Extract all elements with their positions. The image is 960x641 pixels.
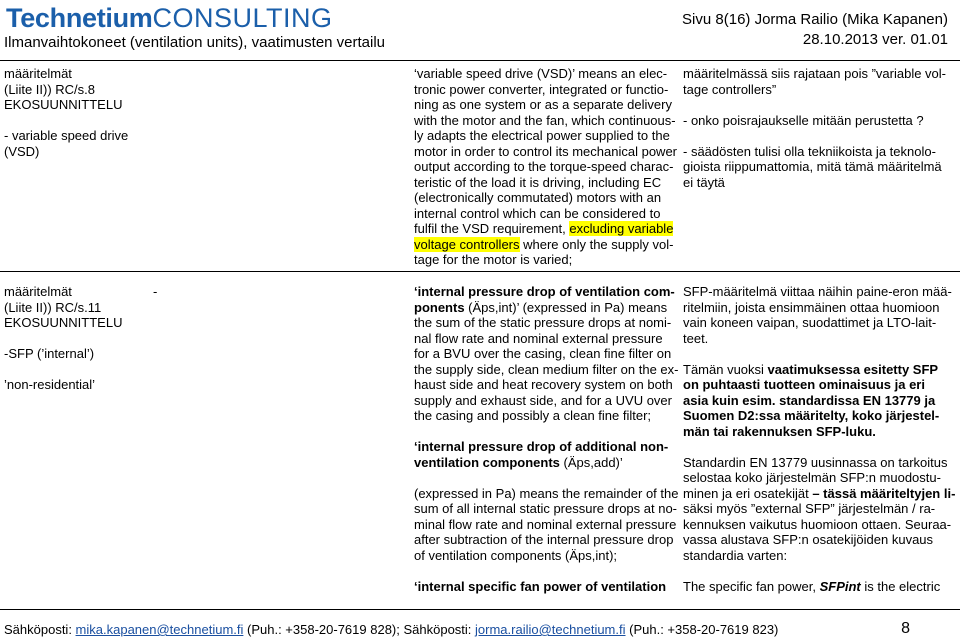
ref-line: määritelmät [4, 284, 72, 299]
def-line: of ventilation components (Äps,int); [414, 547, 618, 563]
comment-text: minen ja eri osatekijät [683, 485, 813, 501]
ref-line: (Liite II)) RC/s.8 [4, 81, 96, 97]
row1-comment [683, 66, 958, 190]
row-divider [0, 271, 960, 272]
comment-spacer [683, 439, 958, 455]
ref-spacer [4, 113, 149, 129]
def-line: minal flow rate and nominal external pressure [414, 516, 677, 532]
comment-line: män tai rakennuksen SFP-luku. [683, 423, 876, 439]
comment-line: kennuksen vaikutus huomioon ottaen. Seuraa- [683, 516, 952, 532]
def-term-line: ‘internal specific fan power of ventilation [414, 578, 667, 594]
footer-text: (Puh.: +358-20-7619 823) [625, 622, 779, 637]
def-spacer [414, 563, 679, 579]
highlighted-text: voltage controllers [414, 236, 520, 252]
def-line: internal control which can be considered to [414, 205, 661, 221]
ref-spacer [4, 362, 149, 378]
comment-line: SFP-määritelmä viittaa näihin paine-eron mää- [683, 284, 952, 299]
row1-definition [414, 66, 679, 268]
header-divider [0, 60, 960, 61]
footer-contact [4, 622, 778, 637]
def-spacer [414, 424, 679, 440]
comment-line: ei täytä [683, 174, 725, 190]
page-info [682, 10, 948, 50]
comment-spacer [683, 97, 958, 113]
comment-line: - säädösten tulisi olla tekniikoista ja teknolo- [683, 143, 936, 159]
def-line: sum of all internal static pressure drops at no- [414, 501, 678, 516]
def-line: after subtraction of the internal pressure drop [414, 532, 674, 547]
ref-line: EKOSUUNNITTELU [4, 315, 123, 330]
def-line [414, 221, 679, 237]
comment-line: vain koneen vaipan, suodattimet ja LTO-lait- [683, 315, 937, 330]
comment-line [683, 486, 958, 502]
def-spacer [414, 470, 679, 486]
comment-spacer [683, 128, 958, 144]
def-line [414, 455, 679, 471]
row2-definition [414, 284, 679, 594]
ref-spacer [4, 331, 149, 347]
def-line: with the motor and the fan, which continuous- [414, 112, 676, 128]
comment-bold: vaatimuksessa esitetty SFP [767, 361, 939, 377]
row2-reference [4, 284, 149, 393]
comment-line: gioista riippumattomia, mitä tämä määritelmä [683, 159, 942, 174]
email-link-kapanen[interactable]: mika.kapanen@technetium.fi [75, 622, 244, 637]
def-term-line: ‘internal pressure drop of ventilation com- [414, 284, 675, 299]
footer-text: (Puh.: +358-20-7619 828); Sähköposti: [243, 622, 476, 637]
comment-text: The specific fan power, [683, 578, 820, 594]
def-text: fulfil the VSD requirement, [414, 221, 566, 236]
page-number: 8 [901, 620, 910, 637]
comment-line: standardia varten: [683, 547, 788, 563]
def-line: supply and exhaust side, and for a UVU over [414, 392, 672, 408]
footer-divider [0, 609, 960, 610]
email-link-railio[interactable]: jorma.railio@technetium.fi [475, 622, 626, 637]
company-logo [6, 4, 333, 32]
row2-dash: - [153, 284, 158, 299]
logo-sub-text: CONSULTING [152, 3, 333, 33]
comment-spacer [683, 346, 958, 362]
comment-line [683, 579, 958, 595]
def-line: haust side and heat recovery system on both [414, 377, 673, 392]
ref-line: (Liite II)) RC/s.11 [4, 299, 102, 315]
comment-line [683, 362, 958, 378]
def-line: tage for the motor is varied; [414, 252, 573, 267]
page-date-line: 28.10.2013 ver. 01.01 [802, 31, 948, 48]
comment-line: tage controllers” [683, 81, 777, 97]
def-line [414, 300, 679, 316]
ref-line: (VSD) [4, 143, 40, 159]
comment-text: is the electric [860, 578, 941, 594]
def-line: ‘variable speed drive (VSD)’ means an elec- [414, 66, 668, 81]
logo-main-text: Technetium [6, 3, 153, 33]
def-text: (Äps,add)’ [559, 454, 623, 470]
def-line [414, 237, 679, 253]
def-term-line: ‘internal pressure drop of additional non- [414, 439, 669, 454]
ref-line: - variable speed drive [4, 128, 129, 143]
comment-line: vassa alustava SFP:n osatekijöiden kuvaus [683, 532, 934, 547]
def-line: tronic power converter, integrated or functio- [414, 81, 669, 97]
def-term: ventilation components [414, 454, 560, 470]
def-line: for a BVU over the casing, clean fine filter on [414, 346, 672, 361]
def-line: ning as one system or as a separate delivery [414, 97, 672, 112]
def-text: where only the supply vol- [519, 236, 674, 252]
def-line: (expressed in Pa) means the remainder of the [414, 485, 679, 501]
def-line: motor in order to control its mechanical power [414, 143, 678, 159]
def-line: output according to the torque-speed charac- [414, 159, 674, 174]
page-author-line: Sivu 8(16) Jorma Railio (Mika Kapanen) [682, 11, 948, 28]
comment-bold-italic: SFPint [819, 578, 861, 594]
def-line: (electronically commutated) motors with an [414, 190, 662, 205]
highlighted-text: excluding variable [569, 221, 674, 236]
comment-line: säksi myös ”external SFP” järjestelmän / ra- [683, 501, 936, 516]
def-line: teristic of the load it is driving, including EC [414, 174, 662, 190]
ref-line: määritelmät [4, 66, 72, 81]
comment-line: asia kuin esim. standardissa EN 13779 ja [683, 392, 936, 408]
comment-line: määritelmässä siis rajataan pois ”variable vol- [683, 66, 946, 81]
comment-line: on puhtaasti tuotteen ominaisuus ja eri [683, 377, 925, 392]
comment-line: Suomen D2:ssa määritelty, koko järjestel- [683, 408, 940, 423]
ref-line: -SFP (’internal’) [4, 346, 95, 361]
comment-text: Tämän vuoksi [683, 361, 768, 377]
def-line: ly adapts the electrical power supplied to the [414, 128, 670, 143]
comment-line: selostaa koko järjestelmän SFP:n muodostu- [683, 470, 941, 485]
footer-label: Sähköposti: [4, 622, 76, 637]
comment-line: teet. [683, 330, 709, 346]
ref-line: ’non-residential’ [4, 377, 96, 392]
def-term: ponents [414, 299, 465, 315]
comment-line: ritelmiin, joista ensimmäinen ottaa huomioon [683, 299, 940, 315]
def-line: the casing and possibly a clean fine filter; [414, 408, 652, 423]
comment-bold: – tässä määriteltyjen li- [812, 485, 956, 501]
row1-reference [4, 66, 149, 159]
def-line: nal flow rate and nominal external pressure [414, 330, 663, 346]
comment-line: - onko poisrajaukselle mitään perustetta ? [683, 112, 924, 128]
document-subtitle: Ilmanvaihtokoneet (ventilation units), vaatimusten vertailu [4, 34, 386, 51]
def-line: the supply side, clean medium filter on the ex- [414, 361, 679, 377]
ref-line: EKOSUUNNITTELU [4, 97, 123, 112]
row2-comment [683, 284, 958, 594]
def-line: the sum of the static pressure drops at nomi- [414, 315, 672, 330]
comment-line: Standardin EN 13779 uusinnassa on tarkoitus [683, 454, 948, 470]
comment-spacer [683, 563, 958, 579]
def-text: (Äps,int)’ (expressed in Pa) means [464, 299, 668, 315]
